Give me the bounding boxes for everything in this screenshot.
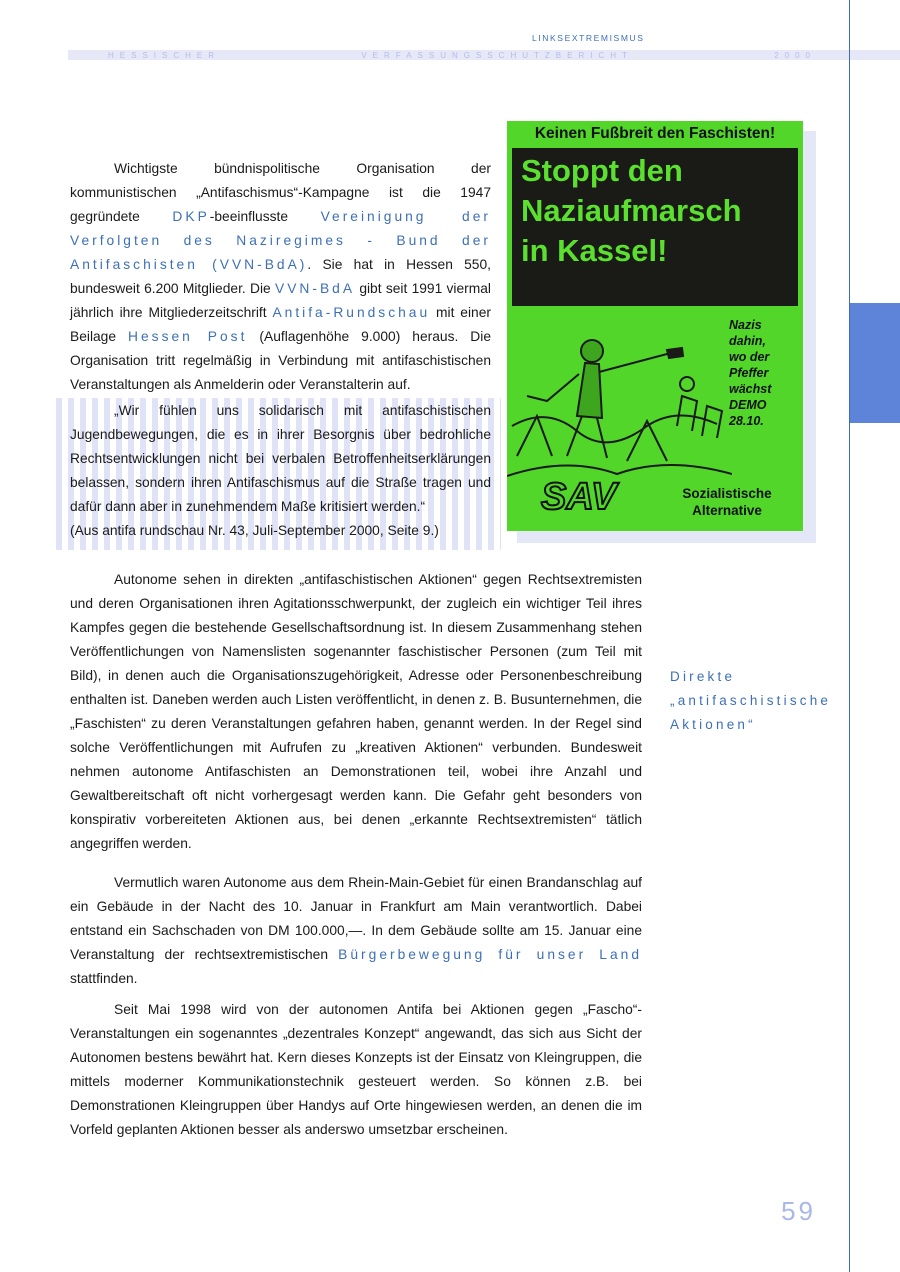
paragraph-vvn: Wichtigste bündnispolitische Organisation der kommunistischen „Antifaschismus“-Kampagne ist die 1947 gegründete DKP-beeinflusste Vereinigung der Verfolgten des Naziregimes - Bund der Antifaschisten (VVN-BdA). Sie hat in Hessen 550, bundesweit 6.200 Mitglieder. Die VVN-BdA gibt seit 1991 viermal jährlich ihre Mitgliederzeitschrift Antifa-Rundschau mit einer Beilage Hessen Post (Auflagenhöhe 9.000) heraus. Die Organisation tritt regelmäßig in Verbindung mit antifaschistischen Veranstaltungen als Anmelderin oder Veranstalterin auf. xyxy=(70,161,491,392)
org-name-vvn-short: VVN-BdA xyxy=(275,281,356,296)
poster-illustration xyxy=(507,306,732,481)
publication-hessen-post: Hessen Post xyxy=(128,329,248,344)
quote-block xyxy=(70,399,491,543)
chapter-tab xyxy=(850,303,900,423)
poster-image xyxy=(507,121,803,531)
org-name-buergerbewegung: Bürgerbewegung für unser Land xyxy=(338,947,642,962)
paragraph-autonome: Autonome sehen in direkten „antifaschistischen Aktionen“ gegen Rechtsextremisten und deren Organisationen ihren Agitationsschwerpunkt, der zugleich ein wichtiger Teil ihres Kampfes gegen die bestehende Gesellschaftsordnung ist. In diesem Zusammenhang stehen Veröffentlichungen von Namenslisten sogenannter faschistischer Personen (zum Teil mit Bild), in denen auch die Organisationszugehörigkeit, Adresse oder Personenbeschreibung enthalten ist. Daneben werden auch Listen veröffentlicht, in denen z. B. Busunternehmen, die „Faschisten“ zu deren Veranstaltungen gefahren haben, genannt werden. In der Regel sind solche Veröffentlichungen mit Aufrufen zu „kreativen Aktionen“ verbunden. Bundesweit nehmen autonome Antifaschisten an Demonstrationen teil, wobei ihre Anzahl und Gewaltbereitschaft oft nicht vorhergesagt werden kann. Die Gefahr geht besonders von konspirativ vorbereiteten Aktionen aus, bei denen „erkannte Rechtsextremisten“ tätlich angegriffen werden. xyxy=(70,572,642,851)
running-header-word: VERFASSUNGSSCHUTZBERICHT xyxy=(361,50,633,60)
page-number: 59 xyxy=(781,1196,816,1226)
poster-headline: Stoppt den Naziaufmarsch in Kassel! xyxy=(521,153,742,268)
poster-sav-logo: SAV xyxy=(541,476,617,518)
paragraph-konzept: Seit Mai 1998 wird von der autonomen Antifa bei Aktionen gegen „Fascho“-Veranstaltungen ein sogenanntes „dezentrales Konzept“ angewandt, das sich aus Sicht der Autonomen bestens bewährt hat. Kern dieses Konzepts ist der Einsatz von Kleingruppen, die mittels moderner Kommunikationstechnik gesteuert werden. So können z.B. bei Demonstrationen Kleingruppen über Handys auf Orte hingewiesen werden, an denen die im Vorfeld geplanten Aktionen besser als anderswo umsetzbar erscheinen. xyxy=(70,1002,642,1137)
margin-note: Direkte „antifaschistische Aktionen“ xyxy=(670,669,832,732)
poster-top-line: Keinen Fußbreit den Faschisten! xyxy=(534,125,776,142)
paragraph-brandanschlag: Vermutlich waren Autonome aus dem Rhein-Main-Gebiet für einen Brandanschlag auf ein Gebäude in der Nacht des 10. Januar in Frankfurt am Main verantwortlich. Dabei entstand ein Sachschaden von DM 100.000,—. In dem Gebäude sollte am 15. Januar eine Veranstaltung der rechtsextremistischen Bürgerbewegung für unser Land stattfinden. xyxy=(70,875,642,986)
quote-source: (Aus antifa rundschau Nr. 43, Juli-September 2000, Seite 9.) xyxy=(70,523,439,538)
poster-organisation: Sozialistische Alternative xyxy=(682,486,772,518)
org-name-vvn: Vereinigung der Verfolgten des Naziregimes - Bund der Antifaschisten (VVN-BdA) xyxy=(70,209,491,272)
quote-text: „Wir fühlen uns solidarisch mit antifaschistischen Jugendbewegungen, die es in ihrer Besorgnis über bedrohliche Rechtsentwicklungen nicht bei verbalen Betroffenheitserklärungen belassen, sondern ihren Antifaschismus auf die Straße tragen und dafür dann aber in zunehmendem Maße kritisiert werden.“ xyxy=(70,403,491,514)
running-header xyxy=(108,50,816,60)
section-title: LINKSEXTREMISMUS xyxy=(532,33,645,43)
running-header-word: 2000 xyxy=(774,50,816,60)
publication-antifa-rundschau: Antifa-Rundschau xyxy=(272,305,431,320)
margin-rule xyxy=(849,0,850,1272)
running-header-word: HESSISCHER xyxy=(108,50,221,60)
poster-slogan: Nazis dahin, wo der Pfeffer wächst DEMO 28.10. xyxy=(729,318,772,428)
org-name-dkp: DKP xyxy=(172,209,210,224)
